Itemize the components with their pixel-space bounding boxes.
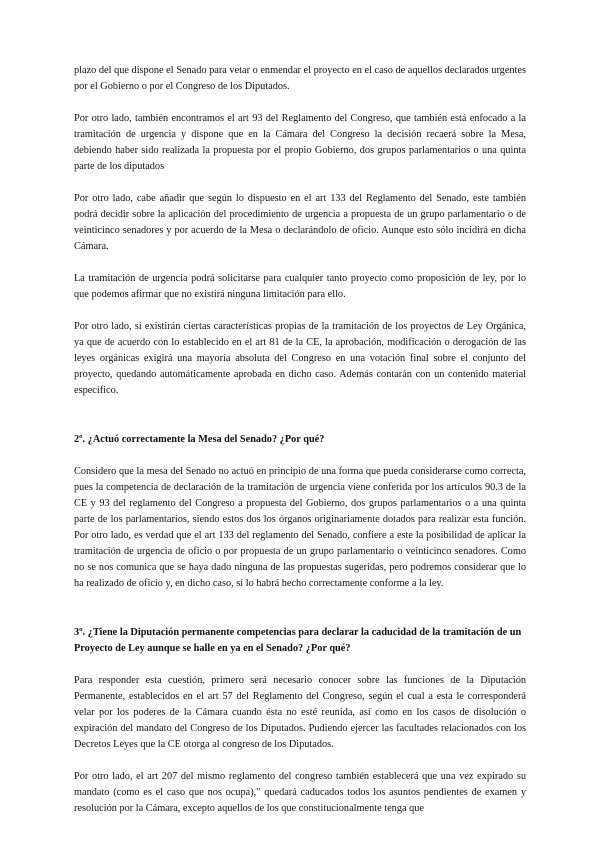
- paragraph-8: Por otro lado, el art 207 del mismo reglamento del congreso también establecerá que una vez expirado su mandato (como es el caso que nos ocupa)," quedará caducados todos los asuntos pendientes de examen y resolución por la Cámara, excepto aquellos de los que constitucionalmente tenga que: [74, 771, 526, 814]
- paragraph-3: Por otro lado, cabe añadir que según lo dispuesto en el art 133 del Reglamento del Senado, este también podrá decidir sobre la aplicación del procedimiento de urgencia a propuesta de un grupo parlamentario o de veinticinco senadores y por acuerdo de la Mesa o declarándolo de oficio. Aunque esto sólo incidirá en dicha Cámara.: [74, 193, 526, 252]
- question-2-heading: 2º. ¿Actuó correctamente la Mesa del Senado? ¿Por qué?: [74, 434, 325, 445]
- paragraph-2: Por otro lado, también encontramos el art 93 del Reglamento del Congreso, que también está enfocado a la tramitación de urgencia y dispone que en la Cámara del Congreso la decisión recaerá sobre la Mesa, debiendo haber sido realizada la propuesta por el propio Gobierno, dos grupos parlamentarios o una quinta parte de los diputados: [74, 113, 526, 172]
- paragraph-4: La tramitación de urgencia podrá solicitarse para cualquier tanto proyecto como proposición de ley, por lo que podemos afirmar que no existirá ninguna limitación para ello.: [74, 273, 526, 300]
- question-3-heading: 3º. ¿Tiene la Diputación permanente competencias para declarar la caducidad de la tramitación de un Proyecto de Ley aunque se halle en ya en el Senado? ¿Por qué?: [74, 627, 522, 654]
- paragraph-1: plazo del que dispone el Senado para vetar o enmendar el proyecto en el caso de aquellos declarados urgentes por el Gobierno o por el Congreso de los Diputados.: [74, 65, 526, 92]
- paragraph-6: Considero que la mesa del Senado no actuó en principio de una forma que pueda considerarse como correcta, pues la competencia de declaración de la tramitación de urgencia viene conferida por los artículos 90.3 de la CE y 93 del reglamento del Congreso a propuesta del Gobierno, dos grupos parlamentarios o a una quinta parte de los parlamentarios, siendo estos dos los órganos originariamente dotados para realizar esta función. Por otro lado, es verdad que el art 133 del reglamento del Senado, confiere a este la posibilidad de aplicar la tramitación de urgencia de oficio o por propuesta de un grupo parlamentario o veinticinco senadores. Como no se nos comunica que se haya dado ninguna de las propuestas sugeridas, pero podremos considerar que lo ha realizado de oficio y, en dicho caso, sí lo habrá hecho correctamente conforme a la ley.: [74, 466, 526, 589]
- paragraph-7: Para responder esta cuestión, primero será necesario conocer sobre las funciones de la Diputación Permanente, establecidos en el art 57 del Reglamento del Congreso, según el cual a esta le corresponderá velar por los poderes de la Cámara cuando ésta no esté reunida, así como en los casos de disolución o expiración del mandato del Congreso de los Diputados. Pudiendo ejercer las facultades relacionados con los Decretos Leyes que la CE otorga al congreso de los Diputados.: [74, 675, 526, 750]
- paragraph-5: Por otro lado, si existirán ciertas características propias de la tramitación de los proyectos de Ley Orgánica, ya que de acuerdo con lo establecido en el art 81 de la CE, la aprobación, modificación o derogación de las leyes orgánicas exigirá una mayoría absoluta del Congreso en una votación final sobre el conjunto del proyecto, quedando automáticamente aprobada en dicho caso. Además contarán con un contenido material específico.: [74, 321, 526, 396]
